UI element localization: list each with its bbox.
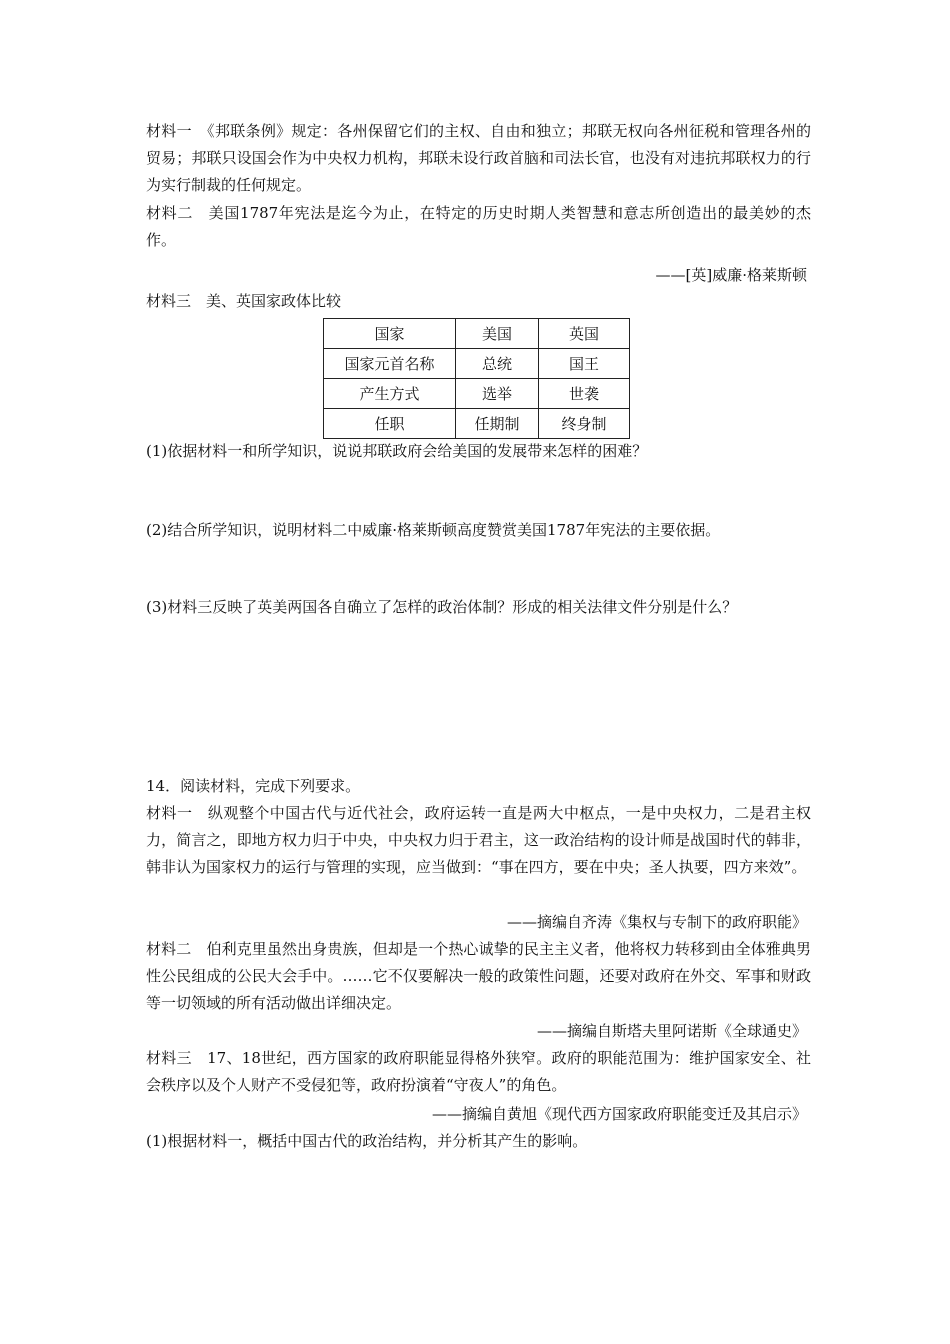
section2-material2-source: ——摘编自斯塔夫里阿诺斯《全球通史》 bbox=[536, 1022, 807, 1040]
section1-material3-title: 材料三 美、英国家政体比较 bbox=[146, 292, 342, 310]
table-cell: 任期制 bbox=[456, 409, 539, 439]
section2-material2: 材料二 伯利克里虽然出身贵族，但却是一个热心诚挚的民主主义者，他将权力转移到由全体雅典男性公民组成的公民大会手中。……它不仅要解决一般的政策性问题，还要对政府在外交、军事和财政等一切领域的所有活动做出详细决定。 bbox=[146, 940, 811, 1012]
section1-material2-source: ——[英]威廉·格莱斯顿 bbox=[655, 266, 807, 284]
section2-question-1: (1)根据材料一，概括中国古代的政治结构，并分析其产生的影响。 bbox=[146, 1132, 588, 1150]
table-cell: 世袭 bbox=[539, 379, 630, 409]
section2-material1: 材料一 纵观整个中国古代与近代社会，政府运转一直是两大中枢点，一是中央权力，二是君主权力，简言之，即地方权力归于中央，中央权力归于君主，这一政治结构的设计师是战国时代的韩非，韩非认为国家权力的运行与管理的实现，应当做到：“事在四方，要在中央；圣人执要，四方来效”。 bbox=[146, 804, 811, 876]
section1-question-2: (2)结合所学知识，说明材料二中威廉·格莱斯顿高度赞赏美国1787年宪法的主要依据。 bbox=[146, 521, 721, 539]
section2-material3-source: ——摘编自黄旭《现代西方国家政府职能变迁及其启示》 bbox=[431, 1105, 807, 1123]
section2-material1-source: ——摘编自齐涛《集权与专制下的政府职能》 bbox=[506, 913, 807, 931]
question-14-heading: 14．阅读材料，完成下列要求。 bbox=[146, 777, 361, 795]
section1-question-3: (3)材料三反映了英美两国各自确立了怎样的政治体制？形成的相关法律文件分别是什么？ bbox=[146, 598, 738, 616]
table-row bbox=[324, 409, 630, 439]
table-row bbox=[324, 379, 630, 409]
table-cell: 英国 bbox=[539, 319, 630, 349]
table-cell: 选举 bbox=[456, 379, 539, 409]
table-row bbox=[324, 349, 630, 379]
section1-question-1: (1)依据材料一和所学知识，说说邦联政府会给美国的发展带来怎样的困难？ bbox=[146, 442, 648, 460]
table-cell: 国家 bbox=[324, 319, 456, 349]
table-cell: 产生方式 bbox=[324, 379, 456, 409]
table-row bbox=[324, 319, 630, 349]
table-cell: 国家元首名称 bbox=[324, 349, 456, 379]
table-cell: 任职 bbox=[324, 409, 456, 439]
section1-material2: 材料二 美国1787年宪法是迄今为止，在特定的历史时期人类智慧和意志所创造出的最美妙的杰作。 bbox=[146, 204, 811, 249]
table-cell: 终身制 bbox=[539, 409, 630, 439]
section1-material1: 材料一 《邦联条例》规定：各州保留它们的主权、自由和独立；邦联无权向各州征税和管理各州的贸易；邦联只设国会作为中央权力机构，邦联未设行政首脑和司法长官，也没有对违抗邦联权力的行为实行制裁的任何规定。 bbox=[146, 122, 811, 194]
table-cell: 总统 bbox=[456, 349, 539, 379]
comparison-table bbox=[323, 318, 630, 439]
section2-material3: 材料三 17、18世纪，西方国家的政府职能显得格外狭窄。政府的职能范围为：维护国家安全、社会秩序以及个人财产不受侵犯等，政府扮演着“守夜人”的角色。 bbox=[146, 1049, 811, 1094]
table-cell: 美国 bbox=[456, 319, 539, 349]
table-cell: 国王 bbox=[539, 349, 630, 379]
